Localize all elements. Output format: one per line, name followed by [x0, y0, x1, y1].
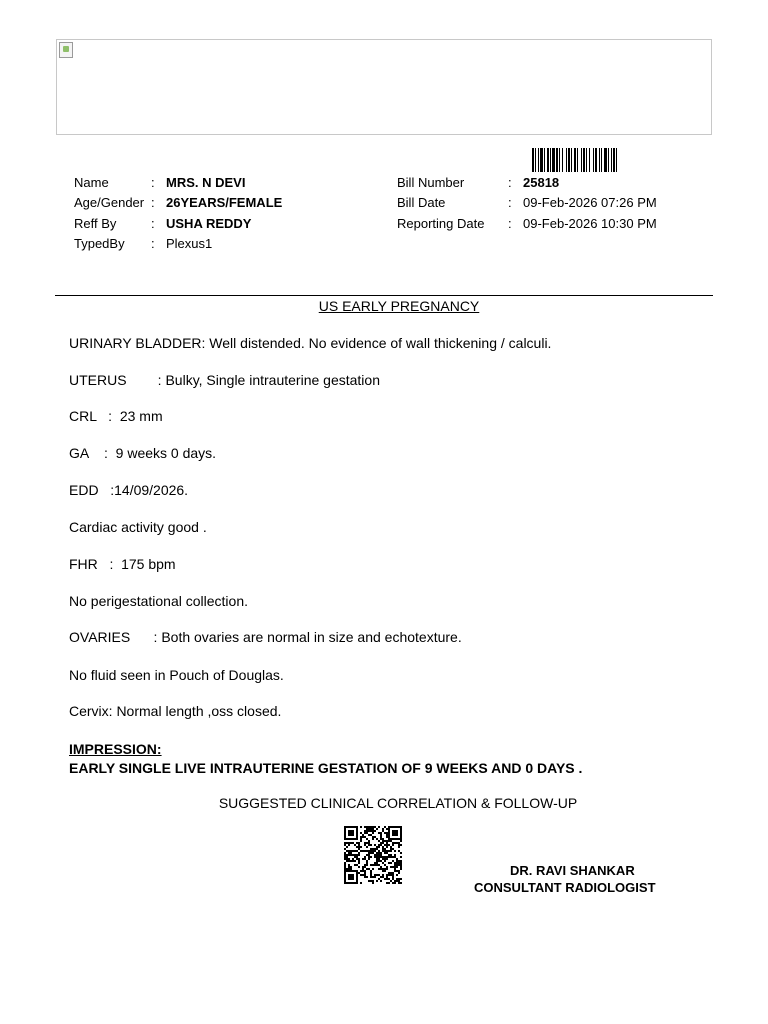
broken-image-icon [59, 42, 73, 58]
name-label: Name [74, 175, 109, 190]
age-gender-label: Age/Gender [74, 195, 145, 210]
finding-line: EDD :14/09/2026. [69, 482, 189, 498]
finding-line: UTERUS : Bulky, Single intrauterine gestation [69, 372, 380, 388]
reporting-date-label: Reporting Date [397, 216, 485, 231]
bill-number-label: Bill Number [397, 175, 465, 190]
reff-colon: : [151, 216, 155, 231]
finding-line: Cardiac activity good . [69, 519, 207, 535]
finding-line: No fluid seen in Pouch of Douglas. [69, 667, 284, 683]
reff-by-label: Reff By [74, 216, 117, 231]
report-title: US EARLY PREGNANCY [318, 298, 480, 314]
doctor-designation: CONSULTANT RADIOLOGIST [474, 880, 656, 895]
qr-code-image [344, 826, 402, 884]
impression-heading: IMPRESSION: [69, 741, 162, 757]
suggestion-text: SUGGESTED CLINICAL CORRELATION & FOLLOW-UP [218, 795, 578, 811]
impression-text: EARLY SINGLE LIVE INTRAUTERINE GESTATION OF 9 WEEKS AND 0 DAYS . [69, 760, 583, 776]
finding-line: No perigestational collection. [69, 593, 248, 609]
age-colon: : [151, 195, 155, 210]
finding-line: URINARY BLADDER: Well distended. No evidence of wall thickening / calculi. [69, 335, 552, 351]
bill-date-colon: : [508, 195, 512, 210]
header-divider [55, 295, 713, 296]
name-colon: : [151, 175, 155, 190]
bill-number-colon: : [508, 175, 512, 190]
header-image [56, 39, 712, 135]
bill-number: 25818 [523, 175, 560, 190]
barcode-image [532, 148, 672, 172]
finding-line: GA : 9 weeks 0 days. [69, 445, 217, 461]
bill-date-label: Bill Date [397, 195, 446, 210]
reporting-date-colon: : [508, 216, 512, 231]
finding-line: Cervix: Normal length ,oss closed. [69, 703, 282, 719]
doctor-name: DR. RAVI SHANKAR [510, 863, 635, 878]
bill-date: 09-Feb-2026 07:26 PM [523, 195, 657, 210]
finding-line: CRL : 23 mm [69, 408, 163, 424]
finding-line: OVARIES : Both ovaries are normal in size and echotexture. [69, 629, 462, 645]
finding-line: FHR : 175 bpm [69, 556, 176, 572]
typed-by: Plexus1 [166, 236, 213, 251]
patient-name: MRS. N DEVI [166, 175, 246, 190]
patient-age-gender: 26YEARS/FEMALE [166, 195, 283, 210]
typed-by-label: TypedBy [74, 236, 125, 251]
typed-colon: : [151, 236, 155, 251]
reporting-date: 09-Feb-2026 10:30 PM [523, 216, 657, 231]
referred-by: USHA REDDY [166, 216, 252, 231]
